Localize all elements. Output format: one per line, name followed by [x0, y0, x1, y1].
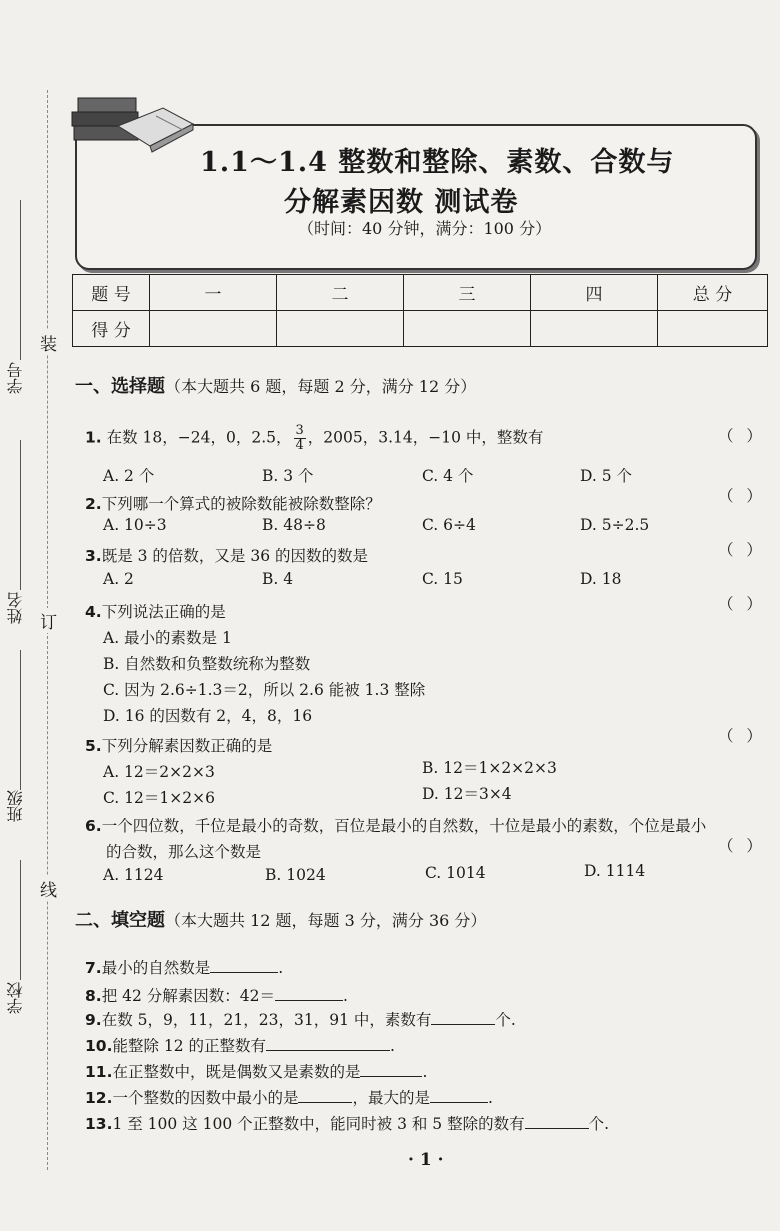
question-7: 7.最小的自然数是 .: [85, 959, 284, 977]
exam-subtitle: （时间：40 分钟，满分：100 分）: [298, 219, 552, 238]
answer-blank[interactable]: [298, 1088, 352, 1103]
option-b: B. 4: [262, 570, 294, 588]
answer-bracket[interactable]: （ ）: [718, 595, 766, 613]
answer-bracket[interactable]: （ ）: [718, 427, 766, 445]
table-cell: 一: [150, 275, 277, 311]
table-cell: 总 分: [658, 275, 768, 311]
class-label: 班级: [6, 790, 25, 822]
answer-blank[interactable]: [430, 1088, 488, 1103]
question-11: 11.在正整数中，既是偶数又是素数的是 .: [85, 1063, 428, 1081]
student-id-line: [20, 200, 21, 360]
question-10: 10.能整除 12 的正整数有 .: [85, 1037, 395, 1055]
question-4: 4.下列说法正确的是: [85, 603, 226, 621]
option-a: A. 12＝2×2×3: [103, 763, 215, 781]
option-a: A. 2 个: [103, 467, 155, 485]
option-c: C. 4 个: [422, 467, 474, 485]
table-cell: 二: [277, 275, 404, 311]
question-12: 12.一个整数的因数中最小的是 ，最大的是 .: [85, 1089, 493, 1107]
question-6-continued: 的合数，那么这个数是: [106, 843, 262, 861]
question-13: 13.1 至 100 这 100 个正整数中，能同时被 3 和 5 整除的数有 个.: [85, 1115, 610, 1133]
answer-blank[interactable]: [210, 958, 278, 973]
option-a: A. 10÷3: [103, 516, 167, 534]
student-id-label: 学号: [6, 362, 25, 394]
option-b: B. 1024: [265, 866, 326, 884]
class-line: [20, 650, 21, 790]
score-header-row: [73, 275, 768, 311]
option-d: D. 5÷2.5: [580, 516, 650, 534]
title-line-2: 分解素因数 测试卷: [284, 187, 519, 218]
score-table: [72, 274, 768, 347]
question-9: 9.在数 5，9，11，21，23，31，91 中，素数有 个.: [85, 1011, 516, 1029]
score-input-cell[interactable]: [150, 311, 277, 347]
name-label: 姓名: [6, 592, 25, 624]
school-label: 学校: [6, 982, 25, 1014]
name-line: [20, 440, 21, 590]
table-cell: 三: [404, 275, 531, 311]
score-input-cell[interactable]: [404, 311, 531, 347]
answer-blank[interactable]: [275, 986, 343, 1001]
bind-char-xian: 线: [40, 876, 57, 901]
section-2-heading: 二、填空题（本大题共 12 题，每题 3 分，满分 36 分）: [75, 910, 487, 931]
option-d: D. 18: [580, 570, 622, 588]
table-cell: 得 分: [73, 311, 150, 347]
bind-char-ding: 订: [40, 608, 57, 633]
option-a: A. 2: [103, 570, 134, 588]
score-value-row: [73, 311, 768, 347]
option-c: C. 1014: [425, 864, 486, 882]
table-cell: 四: [531, 275, 658, 311]
question-6: 6.一个四位数，千位是最小的奇数，百位是最小的自然数，十位是最小的素数，个位是最小: [85, 817, 707, 835]
table-cell: 题 号: [73, 275, 150, 311]
page-number: · 1 ·: [408, 1150, 444, 1170]
fraction: $\frac{3}{4}$: [295, 423, 304, 453]
option-d: D. 1114: [584, 862, 646, 880]
score-input-cell[interactable]: [531, 311, 658, 347]
option-c: C. 12＝1×2×6: [103, 789, 215, 807]
option-a: A. 最小的素数是 1: [103, 629, 232, 647]
answer-blank[interactable]: [266, 1036, 390, 1051]
option-d: D. 12＝3×4: [422, 785, 512, 803]
section-1-heading: 一、选择题（本大题共 6 题，每题 2 分，满分 12 分）: [75, 376, 477, 397]
score-input-cell[interactable]: [658, 311, 768, 347]
question-8: 8.把 42 分解素因数：42＝ .: [85, 987, 348, 1005]
answer-bracket[interactable]: （ ）: [718, 541, 766, 559]
answer-bracket[interactable]: （ ）: [718, 837, 766, 855]
question-3: 3.既是 3 的倍数，又是 36 的因数的数是: [85, 547, 368, 565]
question-2: 2.下列哪一个算式的被除数能被除数整除？: [85, 495, 381, 513]
option-b: B. 自然数和负整数统称为整数: [103, 655, 311, 673]
option-b: B. 12＝1×2×2×3: [422, 759, 557, 777]
answer-blank[interactable]: [525, 1114, 589, 1129]
title-line-1: 1.1～1.4 整数和整除、素数、合数与: [200, 147, 675, 178]
option-b: B. 3 个: [262, 467, 314, 485]
option-c: C. 15: [422, 570, 463, 588]
question-1: 1. 在数 18，−24，0，2.5， $\frac{3}{4}$ ，2005，3.14，−10 中，整数有: [85, 423, 544, 453]
answer-bracket[interactable]: （ ）: [718, 487, 766, 505]
score-input-cell[interactable]: [277, 311, 404, 347]
option-c: C. 6÷4: [422, 516, 476, 534]
bind-char-zhuang: 装: [40, 330, 57, 355]
answer-blank[interactable]: [360, 1062, 422, 1077]
option-b: B. 48÷8: [262, 516, 326, 534]
answer-bracket[interactable]: （ ）: [718, 727, 766, 745]
school-line: [20, 860, 21, 980]
option-a: A. 1124: [103, 866, 164, 884]
answer-blank[interactable]: [431, 1010, 495, 1025]
books-icon: [68, 96, 198, 160]
question-5: 5.下列分解素因数正确的是: [85, 737, 273, 755]
option-d: D. 5 个: [580, 467, 633, 485]
option-d: D. 16 的因数有 2，4，8，16: [103, 707, 313, 725]
option-c: C. 因为 2.6÷1.3＝2，所以 2.6 能被 1.3 整除: [103, 681, 426, 699]
